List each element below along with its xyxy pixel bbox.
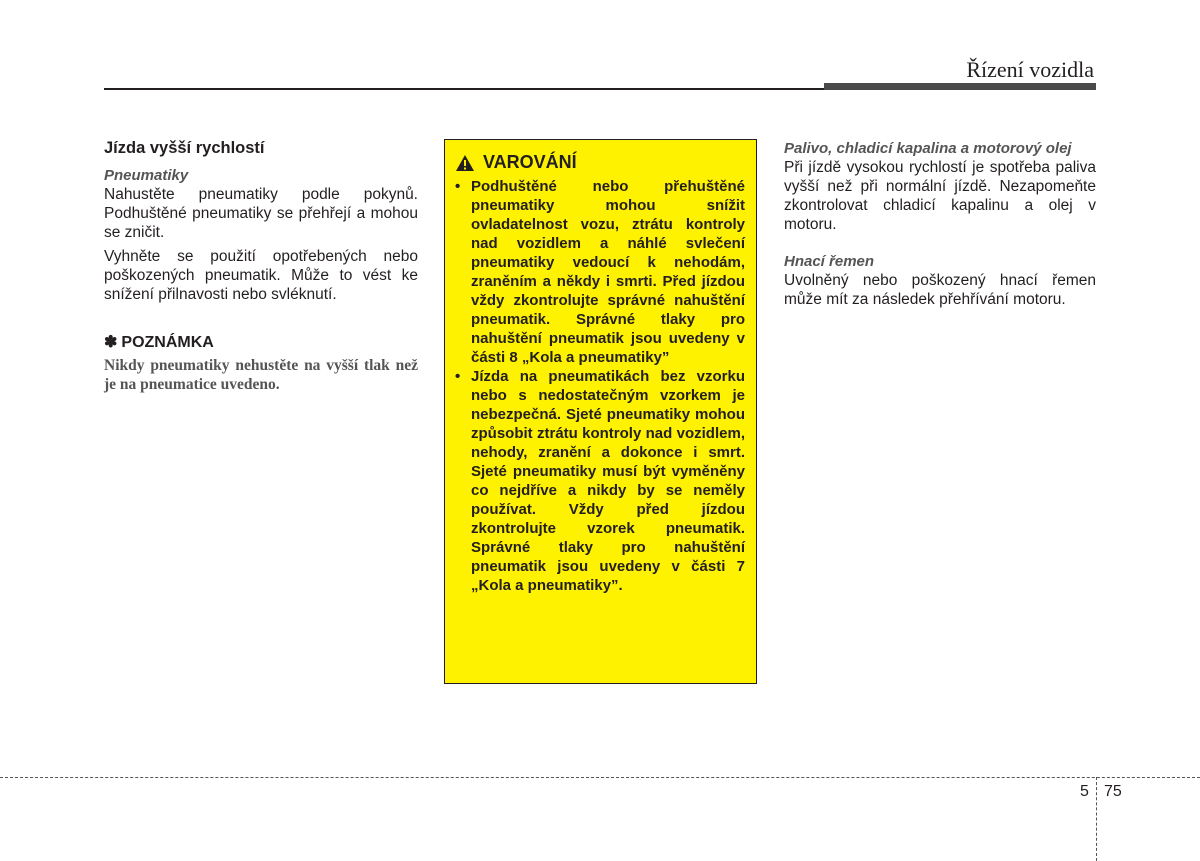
footer-divider — [1096, 777, 1097, 861]
note-star-icon: ✽ — [104, 334, 118, 351]
warning-list — [455, 177, 745, 595]
paragraph-belt: Uvolněný nebo poškozený hnací řemen může mít za následek přehřívání motoru. — [784, 272, 1096, 308]
header-rule — [104, 88, 824, 90]
belt-section — [784, 252, 1096, 309]
warning-item: • Jízda na pneumatikách bez vzorku nebo s nedostatečným vzorkem je nebezpečná. Sjeté pneumatiky mohou způsobit ztrátu kontroly nad vozidlem, nehody, zranění a dokonce i smrt. Sjeté pneumatiky musí být vyměněny co nejdříve a nikdy by se neměly používat. Vždy před jízdou zkontrolujte vzorek pneumatik. Správné tlaky pro nahuštění pneumatik jsou uvedeny v části 7 „Kola a pneumatiky”. — [455, 367, 745, 595]
warning-title — [455, 152, 745, 173]
warning-box — [444, 139, 757, 684]
section-number: 5 — [1080, 783, 1089, 800]
warning-title-label: VAROVÁNÍ — [483, 152, 577, 172]
note-heading — [104, 332, 418, 352]
footer-rule — [0, 777, 1200, 778]
right-column — [784, 139, 1096, 327]
note-heading-label: POZNÁMKA — [121, 334, 214, 351]
subheading-belt: Hnací řemen — [784, 253, 875, 270]
subheading-fuel: Palivo, chladicí kapalina a motorový olej — [784, 140, 1072, 157]
subheading-tires: Pneumatiky — [104, 167, 189, 184]
left-column — [104, 139, 418, 394]
page-number: 75 — [1104, 783, 1122, 800]
note-body: Nikdy pneumatiky nehustěte na vyšší tlak než je na pneumatice uvedeno. — [104, 357, 418, 393]
paragraph-inflate: Nahustěte pneumatiky podle pokynů. Podhuštěné pneumatiky se přehřejí a mohou se zničit. — [104, 186, 418, 241]
header-bar — [824, 83, 1096, 90]
page-header-title: Řízení vozidla — [966, 57, 1094, 82]
paragraph-worn-tires: Vyhněte se použití opotřebených nebo poškozených pneumatik. Může to vést ke snížení přilnavosti nebo svléknutí. — [104, 248, 418, 303]
fuel-section — [784, 139, 1096, 234]
section-heading: Jízda vyšší rychlostí — [104, 139, 265, 157]
paragraph-fuel: Při jízdě vysokou rychlostí je spotřeba paliva vyšší než při normální jízdě. Nezapomeňte zkontrolovat chladicí kapalinu a olej v motoru. — [784, 159, 1096, 233]
warning-triangle-icon — [455, 154, 475, 172]
warning-item: • Podhuštěné nebo přehuštěné pneumatiky mohou snížit ovladatelnost vozu, ztrátu kontroly nad vozidlem a náhlé svlečení pneumatiky vedoucí k nehodám, zraněním a někdy i smrti. Před jízdou vždy zkontrolujte správné nahuštění pneumatik. Správné tlaky pro nahuštění pneumatik jsou uvedeny v části 8 „Kola a pneumatiky” — [455, 177, 745, 367]
